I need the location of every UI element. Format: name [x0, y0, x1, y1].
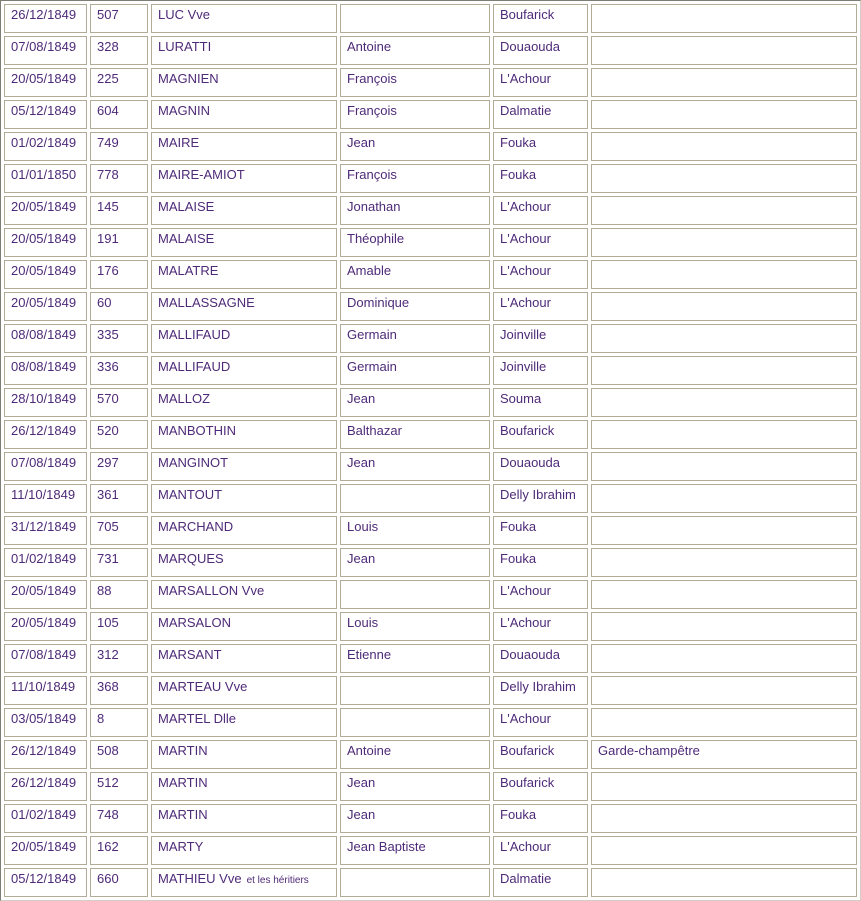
table-row [4, 548, 857, 577]
cell-surname [151, 132, 337, 161]
cell-place: L'Achour [493, 196, 588, 225]
surname-text: LUC Vve [158, 7, 211, 22]
surname-note-text [230, 363, 235, 374]
surname-note-text [210, 107, 215, 118]
cell-date: 08/08/1849 [4, 324, 87, 353]
cell-place: Boufarick [493, 772, 588, 801]
cell-firstname: Jean [340, 132, 490, 161]
cell-date: 07/08/1849 [4, 36, 87, 65]
cell-surname [151, 324, 337, 353]
surname-note-text [255, 299, 260, 310]
cell-firstname: Dominique [340, 292, 490, 321]
table-row [4, 228, 857, 257]
surname-text: MARTIN [158, 775, 208, 790]
cell-note [591, 388, 857, 417]
surname-note-text [210, 395, 215, 406]
cell-surname [151, 388, 337, 417]
cell-surname [151, 772, 337, 801]
surname-text: MAGNIEN [158, 71, 219, 86]
cell-number: 312 [90, 644, 148, 673]
cell-date: 26/12/1849 [4, 420, 87, 449]
table-row [4, 612, 857, 641]
cell-note [591, 548, 857, 577]
cell-note [591, 4, 857, 33]
cell-note [591, 452, 857, 481]
cell-date: 20/05/1849 [4, 228, 87, 257]
cell-firstname: Etienne [340, 644, 490, 673]
cell-surname [151, 836, 337, 865]
surname-text: MARTIN [158, 807, 208, 822]
cell-number: 335 [90, 324, 148, 353]
surname-note-text [245, 171, 250, 182]
surname-note-text [224, 555, 229, 566]
surname-note-text: et les héritiers [246, 875, 309, 886]
cell-date: 20/05/1849 [4, 68, 87, 97]
surname-note-text [214, 203, 219, 214]
cell-date: 20/05/1849 [4, 292, 87, 321]
cell-date: 07/08/1849 [4, 644, 87, 673]
cell-date: 26/12/1849 [4, 740, 87, 769]
cell-note [591, 676, 857, 705]
cell-place: Fouka [493, 164, 588, 193]
cell-number: 162 [90, 836, 148, 865]
surname-text: MARSANT [158, 647, 222, 662]
table-row [4, 516, 857, 545]
cell-number: 60 [90, 292, 148, 321]
cell-number: 297 [90, 452, 148, 481]
cell-place: Delly Ibrahim [493, 484, 588, 513]
surname-note-text [219, 75, 224, 86]
cell-place: L'Achour [493, 292, 588, 321]
cell-note [591, 484, 857, 513]
cell-date: 11/10/1849 [4, 676, 87, 705]
surname-note-text [211, 43, 216, 54]
cell-number: 361 [90, 484, 148, 513]
cell-number: 507 [90, 4, 148, 33]
table-row [4, 324, 857, 353]
table-row [4, 260, 857, 289]
cell-place: Fouka [493, 804, 588, 833]
cell-date: 26/12/1849 [4, 772, 87, 801]
cell-surname [151, 36, 337, 65]
cell-surname [151, 260, 337, 289]
cell-number: 512 [90, 772, 148, 801]
cell-note [591, 132, 857, 161]
cell-note [591, 164, 857, 193]
cell-surname [151, 292, 337, 321]
cell-date: 03/05/1849 [4, 708, 87, 737]
surname-text: MAIRE [158, 135, 200, 150]
surname-text: MATHIEU Vve [158, 871, 242, 886]
cell-firstname: Louis [340, 612, 490, 641]
table-row [4, 676, 857, 705]
surname-text: MALLIFAUD [158, 359, 231, 374]
cell-note [591, 356, 857, 385]
cell-surname [151, 68, 337, 97]
table-row [4, 356, 857, 385]
table-row [4, 420, 857, 449]
cell-note [591, 580, 857, 609]
cell-firstname: Jonathan [340, 196, 490, 225]
cell-firstname [340, 4, 490, 33]
cell-place: L'Achour [493, 260, 588, 289]
cell-date: 07/08/1849 [4, 452, 87, 481]
cell-firstname: Amable [340, 260, 490, 289]
cell-surname [151, 708, 337, 737]
cell-surname [151, 196, 337, 225]
surname-text: MARQUES [158, 551, 224, 566]
table-row [4, 484, 857, 513]
cell-number: 570 [90, 388, 148, 417]
surname-note-text [208, 811, 213, 822]
cell-date: 01/02/1849 [4, 804, 87, 833]
cell-number: 778 [90, 164, 148, 193]
cell-note [591, 292, 857, 321]
cell-date: 11/10/1849 [4, 484, 87, 513]
table-row [4, 132, 857, 161]
cell-number: 604 [90, 100, 148, 129]
cell-place: Fouka [493, 516, 588, 545]
surname-text: MANBOTHIN [158, 423, 236, 438]
cell-place: Boufarick [493, 4, 588, 33]
surname-note-text [208, 747, 213, 758]
cell-date: 28/10/1849 [4, 388, 87, 417]
surname-text: MANTOUT [158, 487, 223, 502]
cell-place: Delly Ibrahim [493, 676, 588, 705]
cell-firstname [340, 868, 490, 897]
cell-firstname: François [340, 100, 490, 129]
surname-text: MALLOZ [158, 391, 211, 406]
surname-text: MARTIN [158, 743, 208, 758]
surname-text: MANGINOT [158, 455, 229, 470]
surname-note-text [214, 235, 219, 246]
cell-note [591, 196, 857, 225]
surname-note-text [203, 843, 208, 854]
cell-firstname: Balthazar [340, 420, 490, 449]
cell-surname [151, 516, 337, 545]
cell-surname [151, 580, 337, 609]
cell-firstname: François [340, 164, 490, 193]
cell-date: 20/05/1849 [4, 836, 87, 865]
cell-date: 31/12/1849 [4, 516, 87, 545]
surname-text: MALLIFAUD [158, 327, 231, 342]
cell-note [591, 100, 857, 129]
cell-number: 191 [90, 228, 148, 257]
cell-place: Joinville [493, 324, 588, 353]
surname-text: MARSALON [158, 615, 231, 630]
cell-firstname: Jean [340, 452, 490, 481]
surname-text: MARTEAU Vve [158, 679, 248, 694]
table-row [4, 68, 857, 97]
cell-number: 660 [90, 868, 148, 897]
cell-firstname: Louis [340, 516, 490, 545]
cell-note [591, 804, 857, 833]
cell-surname [151, 4, 337, 33]
cell-date: 20/05/1849 [4, 580, 87, 609]
cell-date: 20/05/1849 [4, 612, 87, 641]
cell-place: Joinville [493, 356, 588, 385]
cell-place: Dalmatie [493, 100, 588, 129]
cell-number: 88 [90, 580, 148, 609]
cell-firstname: Jean [340, 772, 490, 801]
cell-date: 08/08/1849 [4, 356, 87, 385]
surname-note-text [247, 683, 252, 694]
cell-firstname: Germain [340, 356, 490, 385]
table-row [4, 868, 857, 897]
cell-number: 105 [90, 612, 148, 641]
cell-place: Dalmatie [493, 868, 588, 897]
surname-text: MAIRE-AMIOT [158, 167, 245, 182]
cell-surname [151, 420, 337, 449]
surname-text: MALLASSAGNE [158, 295, 255, 310]
cell-date: 05/12/1849 [4, 100, 87, 129]
surname-note-text [236, 715, 241, 726]
surname-note-text [210, 11, 215, 22]
table-row [4, 292, 857, 321]
cell-place: Douaouda [493, 452, 588, 481]
surname-text: MALAISE [158, 231, 215, 246]
cell-surname [151, 740, 337, 769]
cell-note [591, 260, 857, 289]
cell-number: 748 [90, 804, 148, 833]
cell-date: 01/02/1849 [4, 548, 87, 577]
surname-note-text [208, 779, 213, 790]
table-row [4, 644, 857, 673]
table-row [4, 4, 857, 33]
cell-note [591, 772, 857, 801]
cell-note [591, 420, 857, 449]
cell-number: 336 [90, 356, 148, 385]
surname-text: MAGNIN [158, 103, 210, 118]
surname-text: MARTEL Dlle [158, 711, 237, 726]
cell-place: L'Achour [493, 836, 588, 865]
surname-note-text [236, 427, 241, 438]
cell-surname [151, 164, 337, 193]
cell-surname [151, 484, 337, 513]
cell-firstname: Antoine [340, 740, 490, 769]
cell-note [591, 708, 857, 737]
cell-surname [151, 804, 337, 833]
cell-place: Fouka [493, 548, 588, 577]
cell-number: 749 [90, 132, 148, 161]
cell-surname [151, 452, 337, 481]
cell-surname [151, 548, 337, 577]
records-table-body [4, 4, 857, 897]
cell-note [591, 516, 857, 545]
surname-text: MALAISE [158, 199, 215, 214]
table-row [4, 452, 857, 481]
surname-note-text [230, 331, 235, 342]
cell-firstname: Germain [340, 324, 490, 353]
cell-firstname [340, 676, 490, 705]
cell-surname [151, 868, 337, 897]
surname-note-text [199, 139, 204, 150]
table-row [4, 164, 857, 193]
table-row [4, 772, 857, 801]
cell-date: 01/02/1849 [4, 132, 87, 161]
cell-note [591, 612, 857, 641]
cell-number: 520 [90, 420, 148, 449]
surname-note-text [233, 523, 238, 534]
cell-place: L'Achour [493, 612, 588, 641]
cell-surname [151, 676, 337, 705]
cell-firstname [340, 708, 490, 737]
cell-date: 26/12/1849 [4, 4, 87, 33]
cell-date: 01/01/1850 [4, 164, 87, 193]
table-row [4, 100, 857, 129]
cell-surname [151, 356, 337, 385]
cell-surname [151, 612, 337, 641]
surname-text: MARCHAND [158, 519, 234, 534]
table-row [4, 388, 857, 417]
surname-text: MALATRE [158, 263, 219, 278]
cell-place: Douaouda [493, 36, 588, 65]
cell-place: Fouka [493, 132, 588, 161]
cell-note [591, 68, 857, 97]
surname-note-text [218, 267, 223, 278]
cell-date: 20/05/1849 [4, 196, 87, 225]
cell-number: 368 [90, 676, 148, 705]
table-row [4, 580, 857, 609]
cell-number: 145 [90, 196, 148, 225]
cell-firstname: Jean [340, 804, 490, 833]
table-row [4, 740, 857, 769]
cell-note: Garde-champêtre [591, 740, 857, 769]
surname-text: MARTY [158, 839, 204, 854]
surname-text: MARSALLON Vve [158, 583, 265, 598]
surname-note-text [222, 491, 227, 502]
cell-firstname [340, 580, 490, 609]
cell-place: Douaouda [493, 644, 588, 673]
surname-note-text [231, 619, 236, 630]
cell-place: L'Achour [493, 228, 588, 257]
cell-number: 731 [90, 548, 148, 577]
cell-surname [151, 228, 337, 257]
cell-surname [151, 100, 337, 129]
table-row [4, 836, 857, 865]
cell-place: Souma [493, 388, 588, 417]
cell-note [591, 36, 857, 65]
cell-date: 20/05/1849 [4, 260, 87, 289]
cell-note [591, 868, 857, 897]
cell-note [591, 644, 857, 673]
cell-firstname: Jean [340, 388, 490, 417]
cell-note [591, 324, 857, 353]
cell-date: 05/12/1849 [4, 868, 87, 897]
surname-note-text [222, 651, 227, 662]
cell-firstname: Antoine [340, 36, 490, 65]
cell-firstname: Théophile [340, 228, 490, 257]
surname-text: LURATTI [158, 39, 212, 54]
cell-firstname [340, 484, 490, 513]
table-row [4, 196, 857, 225]
cell-place: L'Achour [493, 580, 588, 609]
cell-firstname: Jean [340, 548, 490, 577]
cell-place: L'Achour [493, 68, 588, 97]
table-row [4, 36, 857, 65]
cell-number: 8 [90, 708, 148, 737]
cell-number: 225 [90, 68, 148, 97]
cell-place: L'Achour [493, 708, 588, 737]
cell-number: 328 [90, 36, 148, 65]
surname-note-text [228, 459, 233, 470]
cell-number: 508 [90, 740, 148, 769]
cell-number: 705 [90, 516, 148, 545]
cell-note [591, 228, 857, 257]
cell-place: Boufarick [493, 420, 588, 449]
cell-firstname: Jean Baptiste [340, 836, 490, 865]
table-row [4, 804, 857, 833]
cell-firstname: François [340, 68, 490, 97]
cell-surname [151, 644, 337, 673]
surname-note-text [264, 587, 269, 598]
cell-place: Boufarick [493, 740, 588, 769]
cell-note [591, 836, 857, 865]
cell-number: 176 [90, 260, 148, 289]
table-row [4, 708, 857, 737]
